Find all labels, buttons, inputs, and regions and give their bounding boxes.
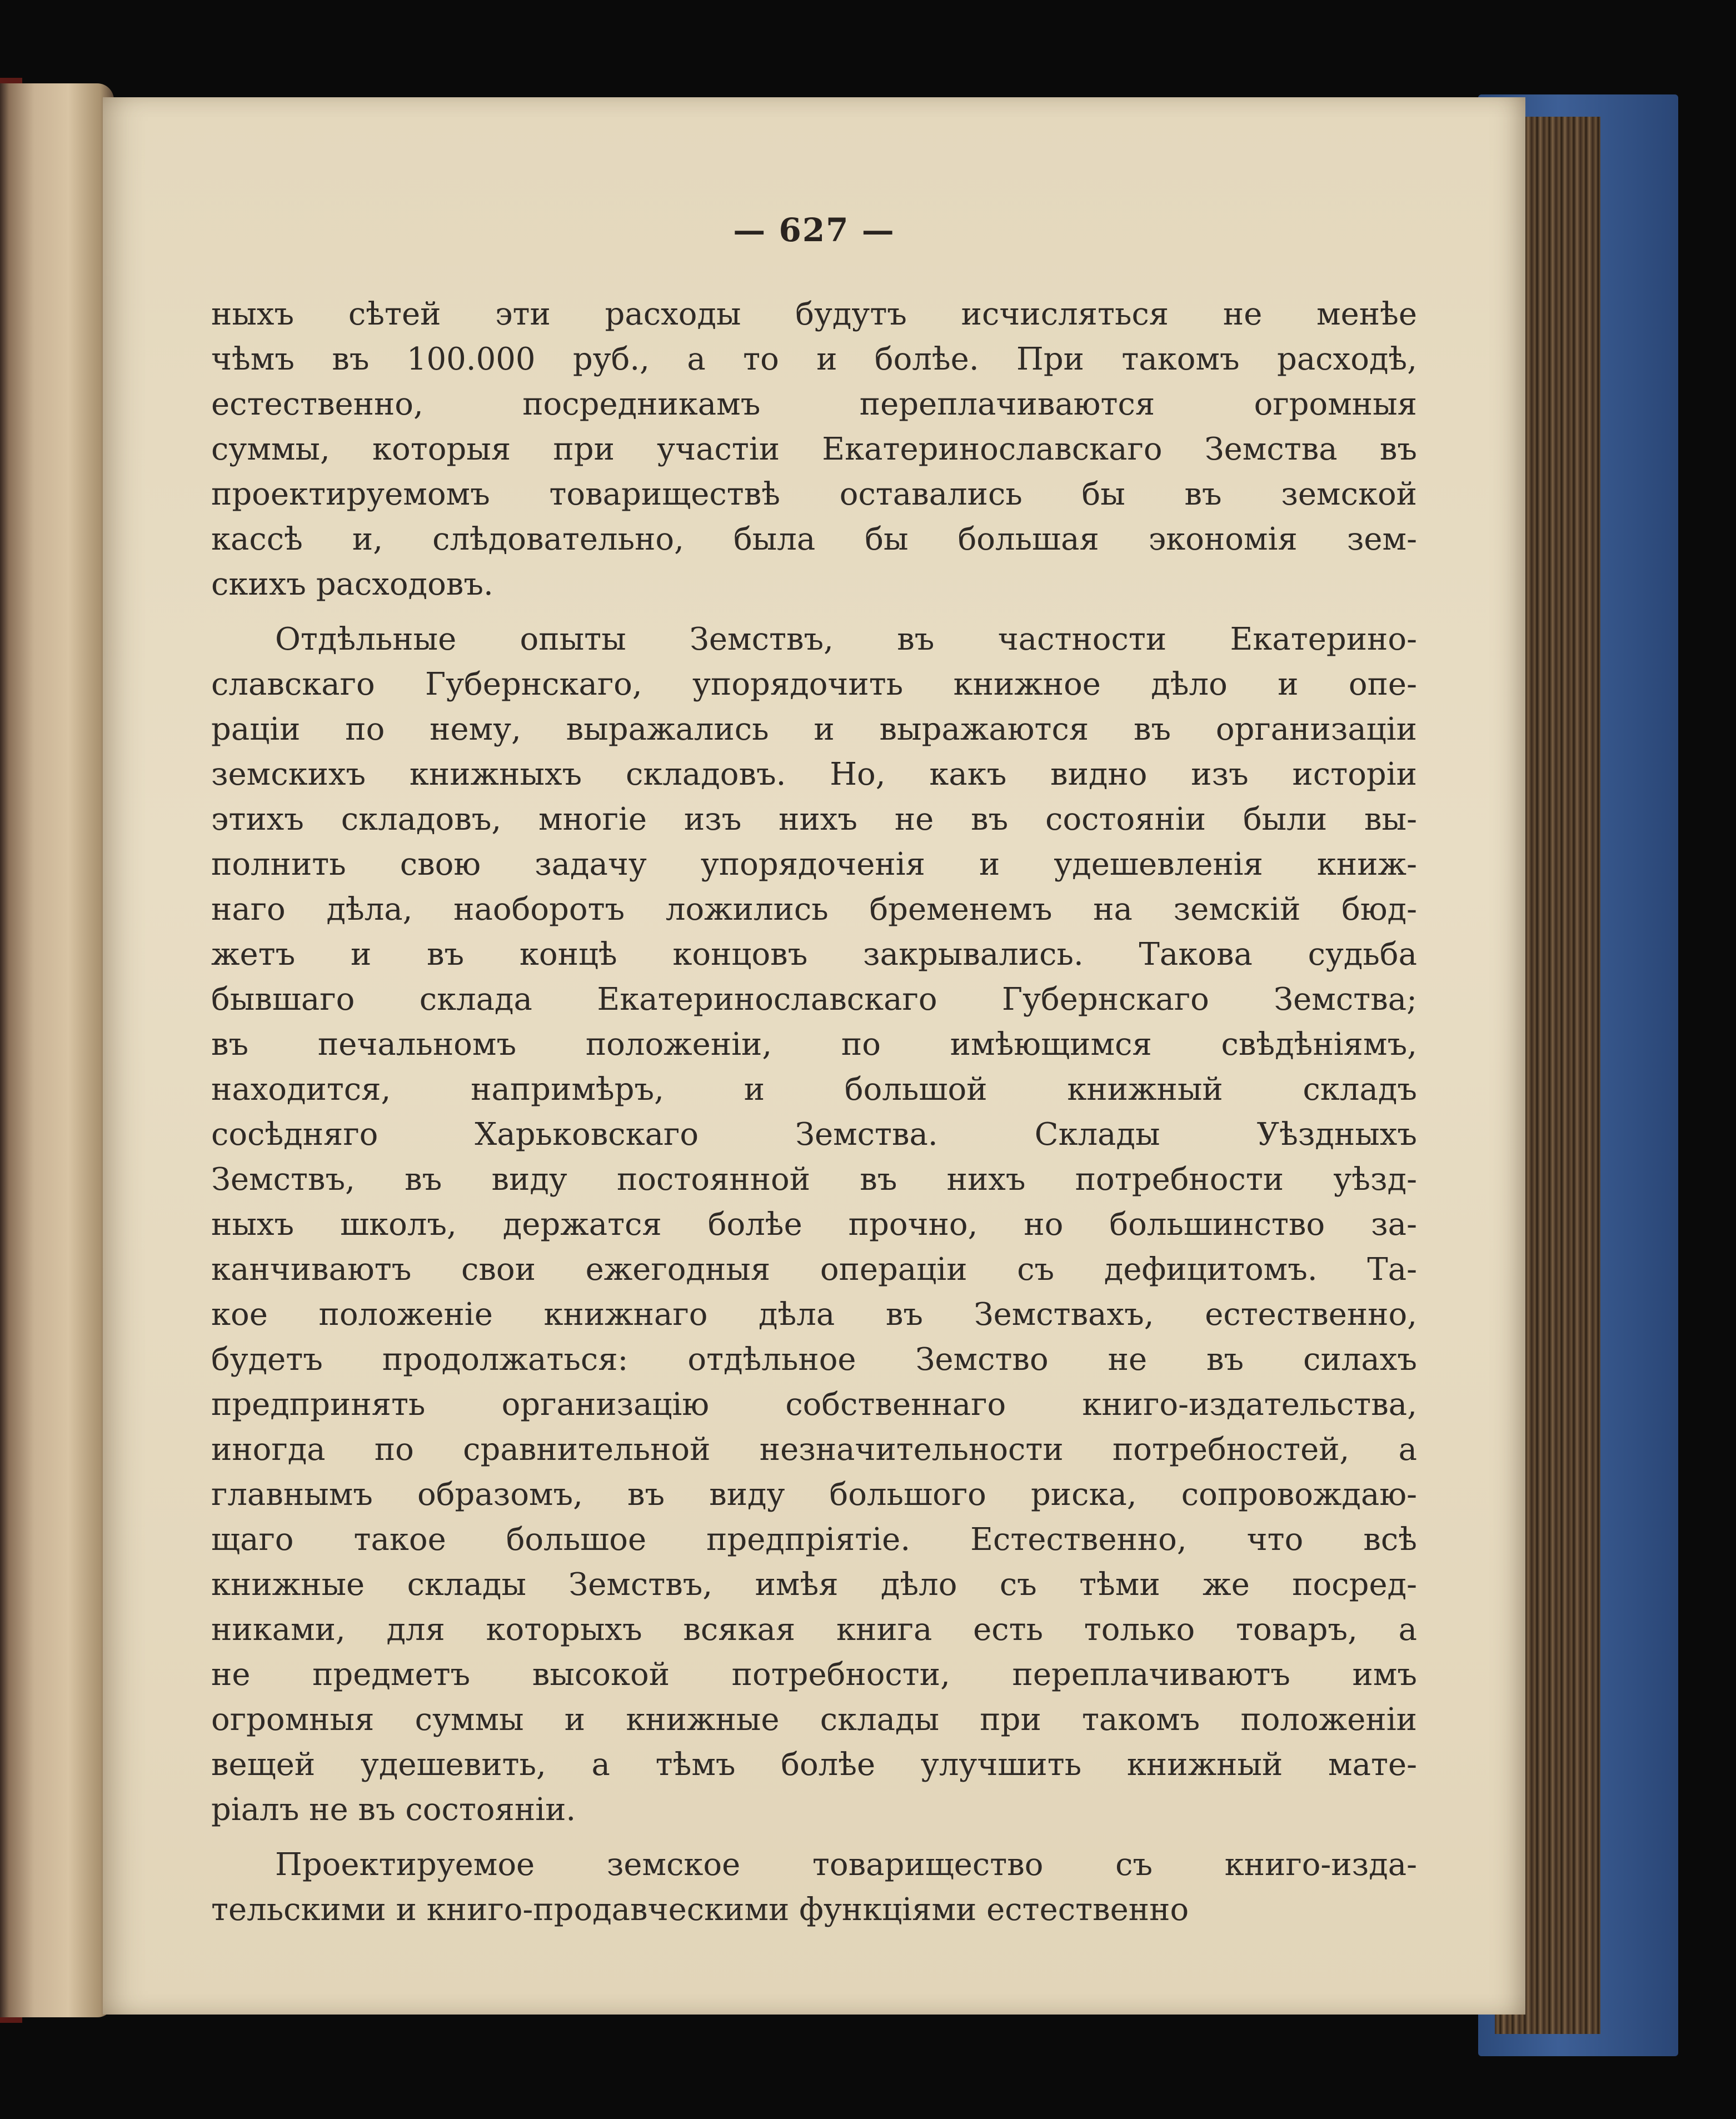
text-line: этихъ складовъ, многіе изъ нихъ не въ состояніи были вы- bbox=[211, 801, 1417, 837]
text-line: Проектируемое земское товарищество съ книго-изда- bbox=[275, 1847, 1417, 1883]
text-line: въ печальномъ положеніи, по имѣющимся свѣдѣніямъ, bbox=[211, 1026, 1417, 1063]
page-text bbox=[211, 292, 1417, 1932]
text-line: щаго такое большое предпріятіе. Естественно, что всѣ bbox=[211, 1522, 1417, 1558]
page-number: — 627 — bbox=[733, 211, 895, 249]
text-line: суммы, которыя при участіи Екатеринославскаго Земства въ bbox=[211, 431, 1417, 467]
text-line: скихъ расходовъ. bbox=[211, 566, 493, 602]
text-line: тельскими и книго-продавческими функціями естественно bbox=[211, 1892, 1189, 1928]
text-line: Отдѣльные опыты Земствъ, въ частности Екатерино- bbox=[275, 621, 1417, 657]
text-line: вещей удешевить, а тѣмъ болѣе улучшить книжный мате- bbox=[211, 1747, 1417, 1783]
text-line: земскихъ книжныхъ складовъ. Но, какъ видно изъ исторіи bbox=[211, 756, 1417, 792]
text-line: главнымъ образомъ, въ виду большого риска, сопровождаю- bbox=[211, 1477, 1417, 1513]
text-line: будетъ продолжаться: отдѣльное Земство не въ силахъ bbox=[211, 1342, 1417, 1378]
text-line: кассѣ и, слѣдовательно, была бы большая экономія зем- bbox=[211, 521, 1417, 557]
text-line: огромныя суммы и книжные склады при такомъ положеніи bbox=[211, 1702, 1417, 1738]
text-line: жетъ и въ концѣ концовъ закрывались. Такова судьба bbox=[211, 936, 1417, 973]
paragraph-gap bbox=[211, 1832, 1417, 1842]
text-line: Земствъ, въ виду постоянной въ нихъ потребности уѣзд- bbox=[211, 1161, 1417, 1198]
text-line: наго дѣла, наоборотъ ложились бременемъ на земскій бюд- bbox=[211, 891, 1417, 928]
text-line: ныхъ сѣтей эти расходы будутъ исчисляться не менѣе bbox=[211, 296, 1417, 332]
text-line: иногда по сравнительной незначительности потребностей, а bbox=[211, 1432, 1417, 1468]
paragraph bbox=[211, 617, 1417, 1832]
text-line: никами, для которыхъ всякая книга есть только товаръ, а bbox=[211, 1612, 1417, 1648]
text-line: не предметъ высокой потребности, переплачиваютъ имъ bbox=[211, 1657, 1417, 1693]
book-page bbox=[103, 97, 1525, 2015]
text-line: чѣмъ въ 100.000 руб., а то и болѣе. При такомъ расходѣ, bbox=[211, 341, 1417, 377]
previous-page-edge bbox=[0, 83, 114, 2017]
text-line: ныхъ школъ, держатся болѣе прочно, но большинство за- bbox=[211, 1206, 1417, 1243]
text-line: полнить свою задачу упорядоченія и удешевленія книж- bbox=[211, 846, 1417, 882]
text-line: сосѣдняго Харьковскаго Земства. Склады Уѣздныхъ bbox=[211, 1116, 1417, 1153]
paragraph-gap bbox=[211, 607, 1417, 617]
text-line: проектируемомъ товариществѣ оставались бы въ земской bbox=[211, 476, 1417, 512]
text-line: естественно, посредникамъ переплачиваются огромныя bbox=[211, 386, 1417, 422]
paragraph bbox=[211, 1842, 1417, 1932]
text-line: славскаго Губернскаго, упорядочить книжное дѣло и опе- bbox=[211, 666, 1417, 702]
text-line: ріалъ не въ состояніи. bbox=[211, 1792, 576, 1828]
text-line: книжные склады Земствъ, имѣя дѣло съ тѣми же посред- bbox=[211, 1567, 1417, 1603]
text-line: кое положеніе книжнаго дѣла въ Земствахъ, естественно, bbox=[211, 1297, 1417, 1333]
text-line: канчиваютъ свои ежегодныя операціи съ дефицитомъ. Та- bbox=[211, 1252, 1417, 1288]
text-line: раціи по нему, выражались и выражаются въ организаціи bbox=[211, 711, 1417, 747]
text-line: находится, напримѣръ, и большой книжный складъ bbox=[211, 1071, 1417, 1108]
paragraph bbox=[211, 292, 1417, 607]
text-line: предпринять организацію собственнаго книго-издательства, bbox=[211, 1387, 1417, 1423]
text-line: бывшаго склада Екатеринославскаго Губернскаго Земства; bbox=[211, 981, 1417, 1018]
